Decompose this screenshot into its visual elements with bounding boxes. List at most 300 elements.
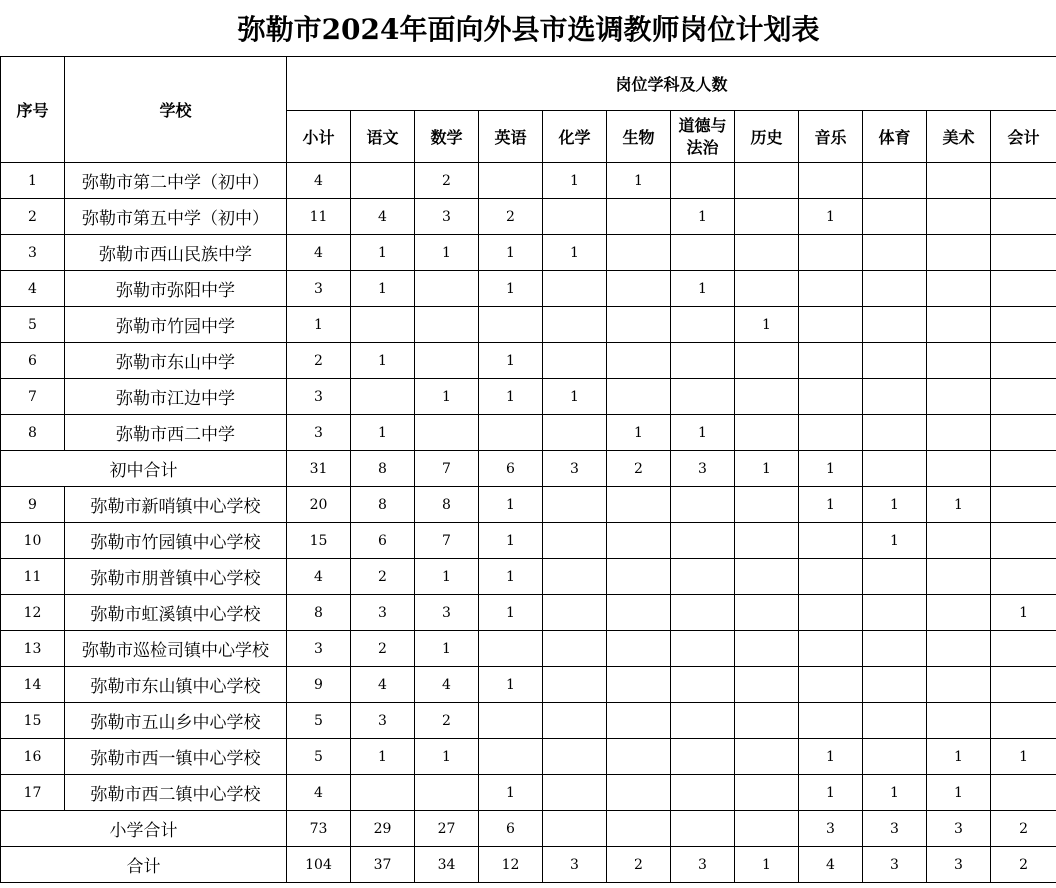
total-count: 3 bbox=[543, 451, 607, 487]
subject-count bbox=[863, 703, 927, 739]
table-row bbox=[1, 271, 1056, 307]
school-name: 弥勒市朋普镇中心学校 bbox=[65, 559, 287, 595]
total-count: 31 bbox=[287, 451, 351, 487]
school-name: 弥勒市东山镇中心学校 bbox=[65, 667, 287, 703]
subject-count bbox=[607, 631, 671, 667]
subject-count bbox=[991, 235, 1056, 271]
total-count: 27 bbox=[415, 811, 479, 847]
total-count: 3 bbox=[671, 847, 735, 883]
total-count: 3 bbox=[927, 847, 991, 883]
subject-count: 4 bbox=[287, 163, 351, 199]
subject-count bbox=[927, 631, 991, 667]
total-count: 2 bbox=[991, 811, 1056, 847]
subject-count bbox=[543, 523, 607, 559]
subject-count: 3 bbox=[415, 199, 479, 235]
subject-count bbox=[927, 163, 991, 199]
subject-count: 2 bbox=[287, 343, 351, 379]
subject-count: 8 bbox=[351, 487, 415, 523]
subject-count bbox=[799, 631, 863, 667]
row-index: 2 bbox=[1, 199, 65, 235]
subject-count: 1 bbox=[863, 487, 927, 523]
total-count: 1 bbox=[735, 451, 799, 487]
total-count: 3 bbox=[671, 451, 735, 487]
subject-count bbox=[543, 739, 607, 775]
total-count: 104 bbox=[287, 847, 351, 883]
subject-count bbox=[415, 343, 479, 379]
total-count bbox=[927, 451, 991, 487]
subject-count bbox=[799, 667, 863, 703]
school-name: 弥勒市江边中学 bbox=[65, 379, 287, 415]
subject-count bbox=[991, 487, 1056, 523]
subject-count bbox=[735, 163, 799, 199]
header-subject: 音乐 bbox=[799, 111, 863, 163]
subject-count bbox=[671, 307, 735, 343]
subject-count: 1 bbox=[927, 487, 991, 523]
total-count: 3 bbox=[927, 811, 991, 847]
subject-count bbox=[735, 775, 799, 811]
subject-count bbox=[607, 271, 671, 307]
total-count: 6 bbox=[479, 811, 543, 847]
subject-count bbox=[607, 775, 671, 811]
subject-count: 1 bbox=[863, 775, 927, 811]
school-name: 弥勒市西山民族中学 bbox=[65, 235, 287, 271]
school-name: 弥勒市第二中学（初中） bbox=[65, 163, 287, 199]
total-count: 8 bbox=[351, 451, 415, 487]
subject-count bbox=[607, 523, 671, 559]
school-name: 弥勒市西二镇中心学校 bbox=[65, 775, 287, 811]
subject-count: 1 bbox=[479, 559, 543, 595]
subject-count bbox=[735, 523, 799, 559]
subject-count bbox=[735, 415, 799, 451]
subject-count bbox=[991, 199, 1056, 235]
subject-count bbox=[479, 163, 543, 199]
total-count bbox=[863, 451, 927, 487]
header-subject: 数学 bbox=[415, 111, 479, 163]
subject-count bbox=[479, 307, 543, 343]
row-index: 14 bbox=[1, 667, 65, 703]
subject-count bbox=[927, 199, 991, 235]
subject-count bbox=[991, 163, 1056, 199]
subject-count bbox=[863, 343, 927, 379]
subject-count bbox=[671, 379, 735, 415]
subject-count: 2 bbox=[415, 163, 479, 199]
subject-count bbox=[543, 271, 607, 307]
subject-count: 1 bbox=[415, 379, 479, 415]
subject-count bbox=[543, 667, 607, 703]
subject-count bbox=[671, 343, 735, 379]
subject-count bbox=[863, 163, 927, 199]
subject-count: 1 bbox=[927, 739, 991, 775]
subject-count bbox=[735, 271, 799, 307]
subject-count bbox=[607, 307, 671, 343]
subject-count bbox=[863, 271, 927, 307]
subject-count bbox=[735, 703, 799, 739]
table-row bbox=[1, 595, 1056, 631]
subject-count bbox=[927, 343, 991, 379]
subject-count bbox=[799, 559, 863, 595]
row-index: 17 bbox=[1, 775, 65, 811]
subject-count bbox=[863, 379, 927, 415]
subject-count bbox=[543, 703, 607, 739]
subject-count bbox=[543, 415, 607, 451]
subject-count bbox=[863, 739, 927, 775]
table-row bbox=[1, 343, 1056, 379]
row-index: 1 bbox=[1, 163, 65, 199]
subject-count bbox=[607, 739, 671, 775]
subject-count bbox=[863, 631, 927, 667]
subject-count bbox=[735, 487, 799, 523]
row-index: 10 bbox=[1, 523, 65, 559]
subject-count bbox=[543, 199, 607, 235]
subject-count bbox=[351, 163, 415, 199]
total-count bbox=[543, 811, 607, 847]
table-row bbox=[1, 631, 1056, 667]
subject-count bbox=[927, 667, 991, 703]
subject-count bbox=[991, 271, 1056, 307]
subject-count bbox=[863, 559, 927, 595]
subject-count bbox=[543, 343, 607, 379]
total-count: 2 bbox=[607, 847, 671, 883]
school-name: 弥勒市第五中学（初中） bbox=[65, 199, 287, 235]
subject-count bbox=[799, 307, 863, 343]
total-count: 12 bbox=[479, 847, 543, 883]
school-name: 弥勒市巡检司镇中心学校 bbox=[65, 631, 287, 667]
subject-count: 2 bbox=[351, 631, 415, 667]
subject-count bbox=[671, 739, 735, 775]
subject-count: 1 bbox=[351, 343, 415, 379]
total-count: 73 bbox=[287, 811, 351, 847]
subject-count bbox=[927, 523, 991, 559]
subject-count bbox=[671, 631, 735, 667]
subject-count: 4 bbox=[351, 199, 415, 235]
subject-count: 5 bbox=[287, 739, 351, 775]
subject-count bbox=[671, 667, 735, 703]
subject-count bbox=[479, 703, 543, 739]
subject-count: 5 bbox=[287, 703, 351, 739]
subject-count bbox=[671, 487, 735, 523]
subject-count bbox=[607, 703, 671, 739]
subject-count bbox=[671, 775, 735, 811]
row-index: 15 bbox=[1, 703, 65, 739]
row-index: 5 bbox=[1, 307, 65, 343]
middle-school-total-row bbox=[1, 451, 1056, 487]
subject-count bbox=[415, 307, 479, 343]
subject-count: 9 bbox=[287, 667, 351, 703]
subject-count: 3 bbox=[287, 271, 351, 307]
subject-count: 11 bbox=[287, 199, 351, 235]
subject-count bbox=[927, 235, 991, 271]
table-row bbox=[1, 487, 1056, 523]
subject-count bbox=[671, 235, 735, 271]
header-subject: 会计 bbox=[991, 111, 1056, 163]
header-subject: 体育 bbox=[863, 111, 927, 163]
subject-count bbox=[607, 235, 671, 271]
subject-count bbox=[543, 307, 607, 343]
subject-count bbox=[991, 307, 1056, 343]
subject-count: 15 bbox=[287, 523, 351, 559]
subject-count bbox=[607, 199, 671, 235]
total-label: 初中合计 bbox=[1, 451, 287, 487]
row-index: 9 bbox=[1, 487, 65, 523]
subject-count bbox=[927, 415, 991, 451]
total-count: 1 bbox=[799, 451, 863, 487]
subject-count bbox=[735, 199, 799, 235]
subject-count bbox=[991, 343, 1056, 379]
school-name: 弥勒市西一镇中心学校 bbox=[65, 739, 287, 775]
row-index: 4 bbox=[1, 271, 65, 307]
subject-count bbox=[799, 703, 863, 739]
subject-count bbox=[799, 415, 863, 451]
subject-count: 1 bbox=[991, 595, 1056, 631]
table-row bbox=[1, 739, 1056, 775]
subject-count: 1 bbox=[799, 739, 863, 775]
school-name: 弥勒市东山中学 bbox=[65, 343, 287, 379]
total-count: 3 bbox=[543, 847, 607, 883]
total-count: 6 bbox=[479, 451, 543, 487]
header-index: 序号 bbox=[1, 57, 65, 163]
subject-count bbox=[991, 559, 1056, 595]
total-count: 37 bbox=[351, 847, 415, 883]
subject-count: 1 bbox=[991, 739, 1056, 775]
subject-count: 1 bbox=[479, 667, 543, 703]
subject-count bbox=[991, 415, 1056, 451]
subject-count bbox=[799, 523, 863, 559]
subject-count: 1 bbox=[479, 487, 543, 523]
subject-count bbox=[991, 631, 1056, 667]
subject-count bbox=[863, 235, 927, 271]
subject-count bbox=[991, 703, 1056, 739]
table-row bbox=[1, 703, 1056, 739]
total-count: 29 bbox=[351, 811, 415, 847]
subject-count bbox=[863, 667, 927, 703]
grand-total-row bbox=[1, 847, 1056, 883]
subject-count bbox=[607, 667, 671, 703]
subject-count: 1 bbox=[479, 595, 543, 631]
table-row bbox=[1, 775, 1056, 811]
table-row bbox=[1, 559, 1056, 595]
row-index: 7 bbox=[1, 379, 65, 415]
subject-count bbox=[607, 487, 671, 523]
subject-count bbox=[479, 631, 543, 667]
subject-count: 3 bbox=[351, 595, 415, 631]
row-index: 8 bbox=[1, 415, 65, 451]
subject-count: 1 bbox=[671, 271, 735, 307]
header-subject: 道德与法治 bbox=[671, 111, 735, 163]
subject-count: 1 bbox=[735, 307, 799, 343]
subject-count: 4 bbox=[415, 667, 479, 703]
row-index: 11 bbox=[1, 559, 65, 595]
subject-count: 2 bbox=[415, 703, 479, 739]
subject-count bbox=[735, 343, 799, 379]
subject-count: 4 bbox=[287, 235, 351, 271]
subject-count: 3 bbox=[287, 415, 351, 451]
subject-count bbox=[607, 379, 671, 415]
header-subject: 生物 bbox=[607, 111, 671, 163]
subject-count bbox=[735, 379, 799, 415]
subject-count: 2 bbox=[479, 199, 543, 235]
subject-count: 4 bbox=[287, 775, 351, 811]
total-count: 2 bbox=[991, 847, 1056, 883]
subject-count: 1 bbox=[671, 199, 735, 235]
subject-count bbox=[543, 559, 607, 595]
subject-count bbox=[735, 559, 799, 595]
total-label: 合计 bbox=[1, 847, 287, 883]
subject-count: 1 bbox=[415, 631, 479, 667]
subject-count: 20 bbox=[287, 487, 351, 523]
subject-count: 1 bbox=[543, 235, 607, 271]
subject-count bbox=[863, 595, 927, 631]
subject-count: 4 bbox=[351, 667, 415, 703]
subject-count bbox=[735, 235, 799, 271]
subject-count: 7 bbox=[415, 523, 479, 559]
subject-count bbox=[927, 703, 991, 739]
subject-count bbox=[799, 235, 863, 271]
subject-count bbox=[927, 271, 991, 307]
subject-count bbox=[735, 739, 799, 775]
subject-count: 1 bbox=[799, 199, 863, 235]
row-index: 13 bbox=[1, 631, 65, 667]
total-count bbox=[991, 451, 1056, 487]
subject-count: 1 bbox=[543, 163, 607, 199]
row-index: 16 bbox=[1, 739, 65, 775]
subject-count: 1 bbox=[351, 739, 415, 775]
subject-count: 1 bbox=[415, 559, 479, 595]
header-subject: 小计 bbox=[287, 111, 351, 163]
header-subject-group: 岗位学科及人数 bbox=[287, 57, 1056, 111]
subject-count: 1 bbox=[479, 343, 543, 379]
subject-count: 1 bbox=[799, 487, 863, 523]
table-row bbox=[1, 163, 1056, 199]
total-count: 7 bbox=[415, 451, 479, 487]
subject-count: 1 bbox=[351, 271, 415, 307]
subject-count bbox=[799, 163, 863, 199]
table-row bbox=[1, 235, 1056, 271]
subject-count: 1 bbox=[287, 307, 351, 343]
table-row bbox=[1, 667, 1056, 703]
subject-count: 2 bbox=[351, 559, 415, 595]
subject-count: 1 bbox=[543, 379, 607, 415]
row-index: 6 bbox=[1, 343, 65, 379]
subject-count: 6 bbox=[351, 523, 415, 559]
table-row bbox=[1, 523, 1056, 559]
subject-count bbox=[671, 559, 735, 595]
school-name: 弥勒市新哨镇中心学校 bbox=[65, 487, 287, 523]
header-subject: 美术 bbox=[927, 111, 991, 163]
subject-count: 3 bbox=[287, 631, 351, 667]
subject-count bbox=[927, 379, 991, 415]
subject-count bbox=[543, 487, 607, 523]
school-name: 弥勒市弥阳中学 bbox=[65, 271, 287, 307]
subject-count bbox=[799, 271, 863, 307]
subject-count bbox=[351, 307, 415, 343]
subject-count: 1 bbox=[607, 163, 671, 199]
subject-count: 1 bbox=[671, 415, 735, 451]
subject-count bbox=[927, 307, 991, 343]
subject-count bbox=[671, 703, 735, 739]
school-name: 弥勒市西二中学 bbox=[65, 415, 287, 451]
subject-count bbox=[543, 631, 607, 667]
subject-count bbox=[607, 343, 671, 379]
subject-count: 4 bbox=[287, 559, 351, 595]
subject-count bbox=[543, 595, 607, 631]
total-count bbox=[671, 811, 735, 847]
subject-count: 3 bbox=[287, 379, 351, 415]
total-count: 34 bbox=[415, 847, 479, 883]
subject-count: 1 bbox=[479, 523, 543, 559]
subject-count bbox=[991, 379, 1056, 415]
subject-count: 1 bbox=[415, 235, 479, 271]
header-subject: 化学 bbox=[543, 111, 607, 163]
table-row bbox=[1, 379, 1056, 415]
subject-count: 1 bbox=[415, 739, 479, 775]
header-school: 学校 bbox=[65, 57, 287, 163]
total-count: 3 bbox=[799, 811, 863, 847]
subject-count: 1 bbox=[863, 523, 927, 559]
subject-count bbox=[863, 307, 927, 343]
subject-count: 1 bbox=[927, 775, 991, 811]
total-count: 2 bbox=[607, 451, 671, 487]
table-row bbox=[1, 199, 1056, 235]
subject-count bbox=[671, 595, 735, 631]
total-count: 3 bbox=[863, 811, 927, 847]
subject-count bbox=[415, 775, 479, 811]
subject-count: 1 bbox=[479, 775, 543, 811]
subject-count bbox=[799, 595, 863, 631]
subject-count bbox=[991, 523, 1056, 559]
subject-count bbox=[415, 415, 479, 451]
row-index: 12 bbox=[1, 595, 65, 631]
subject-count: 8 bbox=[415, 487, 479, 523]
subject-count bbox=[927, 559, 991, 595]
subject-count bbox=[863, 199, 927, 235]
subject-count bbox=[415, 271, 479, 307]
subject-count bbox=[479, 739, 543, 775]
subject-count: 1 bbox=[351, 235, 415, 271]
header-subject: 语文 bbox=[351, 111, 415, 163]
row-index: 3 bbox=[1, 235, 65, 271]
total-count: 1 bbox=[735, 847, 799, 883]
subject-count: 3 bbox=[351, 703, 415, 739]
school-name: 弥勒市竹园镇中心学校 bbox=[65, 523, 287, 559]
subject-count: 8 bbox=[287, 595, 351, 631]
total-count: 4 bbox=[799, 847, 863, 883]
subject-count: 1 bbox=[799, 775, 863, 811]
subject-count bbox=[735, 595, 799, 631]
subject-count: 1 bbox=[351, 415, 415, 451]
school-name: 弥勒市虹溪镇中心学校 bbox=[65, 595, 287, 631]
page-title: 弥勒市2024年面向外县市选调教师岗位计划表 bbox=[1, 0, 1056, 57]
header-subject: 历史 bbox=[735, 111, 799, 163]
subject-count bbox=[351, 379, 415, 415]
primary-school-total-row bbox=[1, 811, 1056, 847]
table-row bbox=[1, 415, 1056, 451]
subject-count bbox=[991, 667, 1056, 703]
total-count: 3 bbox=[863, 847, 927, 883]
school-name: 弥勒市竹园中学 bbox=[65, 307, 287, 343]
subject-count: 1 bbox=[479, 235, 543, 271]
subject-count: 1 bbox=[479, 379, 543, 415]
total-count bbox=[735, 811, 799, 847]
subject-count: 1 bbox=[479, 271, 543, 307]
subject-count bbox=[543, 775, 607, 811]
subject-count bbox=[479, 415, 543, 451]
header-subject: 英语 bbox=[479, 111, 543, 163]
subject-count bbox=[671, 523, 735, 559]
subject-count bbox=[799, 379, 863, 415]
subject-count bbox=[735, 631, 799, 667]
subject-count bbox=[927, 595, 991, 631]
subject-count bbox=[671, 163, 735, 199]
